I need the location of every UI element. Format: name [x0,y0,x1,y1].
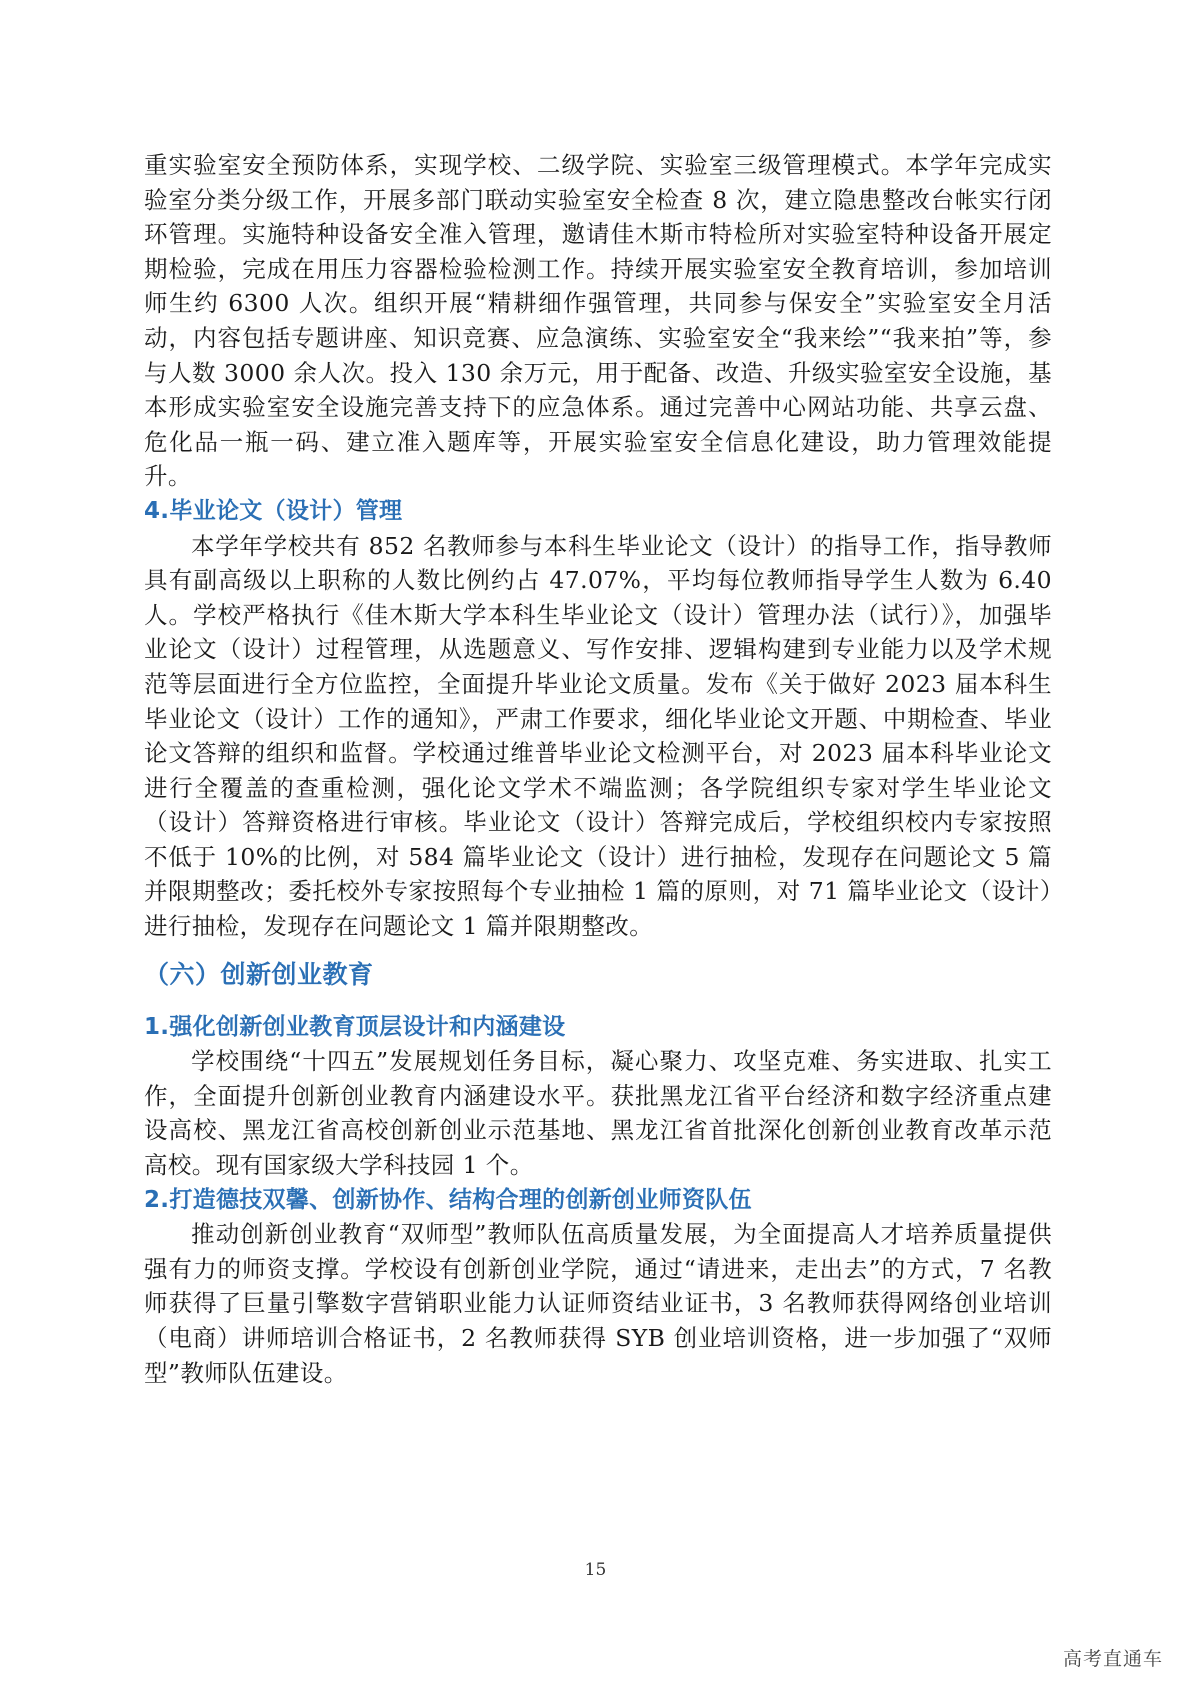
paragraph-lab-safety: 重实验室安全预防体系，实现学校、二级学院、实验室三级管理模式。本学年完成实验室分类分级工作，开展多部门联动实验室安全检查 8 次，建立隐患整改台帐实行闭环管理。实施特种设备安全准入管理，邀请佳木斯市特检所对实验室特种设备开展定期检验，完成在用压力容器检验检测工作。持续开展实验室安全教育培训，参加培训师生约 6300 人次。组织开展“精耕细作强管理，共同参与保安全”实验室安全月活动，内容包括专题讲座、知识竞赛、应急演练、实验室安全“我来绘”“我来拍”等，参与人数 3000 余人次。投入 130 余万元，用于配备、改造、升级实验室安全设施，基本形成实验室安全设施完善支持下的应急体系。通过完善中心网站功能、共享云盘、危化品一瓶一码、建立准入题库等，开展实验室安全信息化建设，助力管理效能提升。 [144,151,1052,491]
heading-thesis-management: 4.毕业论文（设计）管理 [144,497,403,524]
paragraph-faculty-team: 推动创新创业教育“双师型”教师队伍高质量发展，为全面提高人才培养质量提供强有力的师资支撑。学校设有创新创业学院，通过“请进来，走出去”的方式，7 名教师获得了巨量引擎数字营销职业能力认证师资结业证书，3 名教师获得网络创业培训（电商）讲师培训合格证书，2 名教师获得 SYB 创业培训资格，进一步加强了“双师型”教师队伍建设。 [144,1220,1052,1387]
heading-innovation-education: （六）创新创业教育 [144,959,374,989]
watermark: 高考直通车 [1062,1648,1163,1670]
paragraph-thesis-management: 本学年学校共有 852 名教师参与本科生毕业论文（设计）的指导工作，指导教师具有副高级以上职称的人数比例约占 47.07%，平均每位教师指导学生人数为 6.40 人。学校严格执行《佳木斯大学本科生毕业论文（设计）管理办法（试行）》，加强毕业论文（设计）过程管理，从选题意义、写作安排、逻辑构建到专业能力以及学术规范等层面进行全方位监控，全面提升毕业论文质量。发布《关于做好 2023 届本科生毕业论文（设计）工作的通知》，严肃工作要求，细化毕业论文开题、中期检查、毕业论文答辩的组织和监督。学校通过维普毕业论文检测平台，对 2023 届本科毕业论文进行全覆盖的查重检测，强化论文学术不端监测；各学院组织专家对学生毕业论文（设计）答辩资格进行审核。毕业论文（设计）答辩完成后，学校组织校内专家按照不低于 10%的比例，对 584 篇毕业论文（设计）进行抽检，发现存在问题论文 5 篇并限期整改；委托校外专家按照每个专业抽检 1 篇的原则，对 71 篇毕业论文（设计）进行抽检，发现存在问题论文 1 篇并限期整改。 [144,531,1052,941]
heading-faculty-team: 2.打造德技双馨、创新协作、结构合理的创新创业师资队伍 [144,1186,752,1213]
heading-top-level-design: 1.强化创新创业教育顶层设计和内涵建设 [144,1013,566,1040]
document-body [144,148,1052,1390]
paragraph-top-level-design: 学校围绕“十四五”发展规划任务目标，凝心聚力、攻坚克难、务实进取、扎实工作，全面提升创新创业教育内涵建设水平。获批黑龙江省平台经济和数字经济重点建设高校、黑龙江省高校创新创业示范基地、黑龙江省首批深化创新创业教育改革示范高校。现有国家级大学科技园 1 个。 [144,1047,1052,1180]
page-number: 15 [584,1560,607,1580]
